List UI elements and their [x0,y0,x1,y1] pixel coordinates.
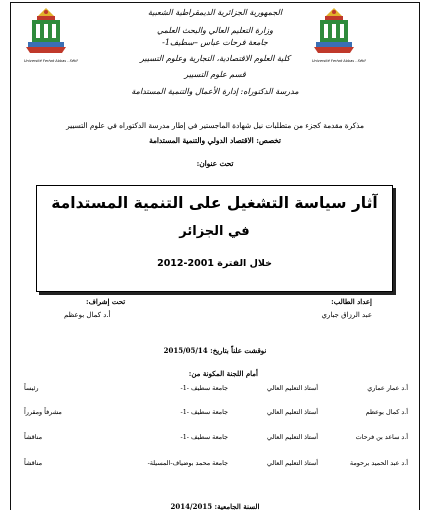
header-line-republic: الجمهورية الجزائرية الديمقراطية الشعبية [147,8,283,17]
supervisor-name: أ.د كمال بوعظم [64,311,111,319]
member-rank: أستاذ التعليم العالي [267,408,318,416]
supervisor-label: تحت إشراف: [86,297,126,306]
member-role: مناقشاً [24,433,43,441]
member-name: أ.د عبد الحميد برحومة [349,459,408,467]
member-name: أ.د كمال بوعظم [365,408,408,416]
committee-row [24,458,408,469]
member-university: جامعة سطيف -1- [180,384,228,392]
logo-caption: Université Ferhat Abbas - Sétif [312,59,366,63]
committee-row [24,432,408,443]
header-line-faculty: كلية العلوم الاقتصادية، التجارية وعلوم التسيير [139,54,291,63]
committee-label: أمام اللجنة المكونة من: [188,369,258,378]
academic-year: السنة الجامعية: 2014/2015 [170,502,260,510]
thesis-title-line2: في الجزائر [179,224,250,239]
member-rank: أستاذ التعليم العالي [267,433,318,441]
intro-line: مذكرة مقدمة كجزء من متطلبات نيل شهادة الماجستير في إطار مدرسة الدكتوراه في علوم التسيير [66,121,364,130]
thesis-period: خلال الفترة 2001-2012 [157,258,272,269]
committee-row [24,383,408,394]
header-line-doctoral-school: مدرسة الدكتوراه: إدارة الأعمال والتنمية المستدامة [131,87,299,96]
specialty-line: تخصص: الاقتصاد الدولي والتنمية المستدامة [149,136,281,145]
committee-row [24,407,408,418]
student-name: عبد الرزاق جباري [321,311,372,319]
member-role: مشرفاً ومقرراً [24,408,62,416]
thesis-title-box [36,185,393,292]
logo-caption: Université Ferhat Abbas - Sétif [24,59,78,63]
member-rank: أستاذ التعليم العالي [267,459,318,467]
thesis-title-line1: آثار سياسة التشغيل على التنمية المستدامة [51,194,378,212]
member-university: جامعة سطيف -1- [180,433,228,441]
member-university: جامعة محمد بوضياف-المسيلة- [147,459,228,467]
header-line-university: جامعة فرحات عباس –سطيف1- [162,38,268,47]
title-label: تحت عنوان: [196,159,234,168]
student-label: إعداد الطالب: [331,297,372,306]
header-line-department: قسم علوم التسيير [184,70,246,79]
member-rank: أستاذ التعليم العالي [267,384,318,392]
defense-date: نوقشت علناً بتاريخ: 2015/05/14 [163,346,267,355]
member-role: مناقشاً [24,459,43,467]
header-line-ministry: وزارة التعليم العالي والبحث العلمي [157,26,273,35]
member-role: رئيساً [24,384,39,392]
member-university: جامعة سطيف -1- [180,408,228,416]
member-name: أ.د ساعد بن فرحات [355,433,408,441]
member-name: أ.د عمار عماري [367,384,408,392]
